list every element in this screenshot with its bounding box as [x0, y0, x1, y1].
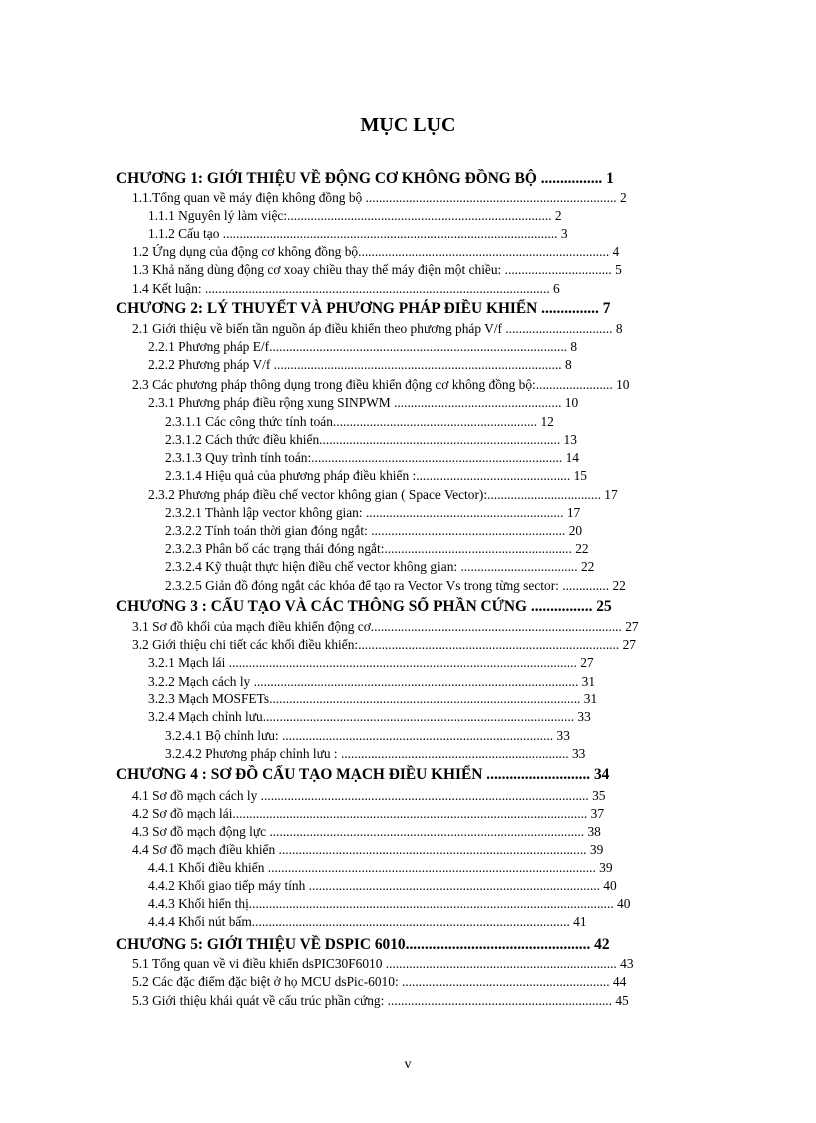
toc-entry: [132, 955, 738, 973]
toc-entry: [165, 577, 733, 595]
toc-entry-page: 40: [599, 878, 617, 893]
toc-entry: [132, 189, 738, 207]
toc-entry-page: 13: [560, 432, 577, 447]
toc-entry: [165, 504, 733, 522]
toc-entry-text: 2.2.2 Phương pháp V/f ......................................................................................: [148, 357, 562, 372]
toc-entry-page: 34: [590, 766, 610, 783]
toc-entry: [132, 243, 738, 261]
toc-entry-text: 2.3.1.3 Quy trình tính toán:...........................................................................: [165, 450, 563, 465]
toc-entry-page: 31: [578, 674, 596, 689]
toc-chapter-entry: [116, 935, 694, 955]
toc-entry-page: 8: [567, 339, 578, 354]
toc-entry-page: 1: [602, 170, 614, 187]
toc-entry-text: 1.4 Kết luận: .......................................................................................................: [132, 281, 550, 296]
toc-entry: [165, 745, 733, 763]
toc-entry-text: 2.3.2.5 Giản đồ đóng ngắt các khóa để tạo ra Vector Vs trong từng sector: ..............: [165, 578, 610, 593]
toc-entry-text: 4.4.2 Khối giao tiếp máy tính .......................................................................................: [148, 878, 600, 893]
toc-entry-page: 2: [551, 208, 562, 223]
toc-entry: [132, 787, 738, 805]
toc-entry-text: 4.4 Sơ đồ mạch điều khiển ............................................................................................: [132, 842, 587, 857]
toc-entry-text: 1.2 Ứng dụng của động cơ không đồng bộ...........................................................................: [132, 244, 610, 259]
toc-entry: [148, 394, 733, 412]
toc-entry-page: 35: [588, 788, 606, 803]
toc-entry-page: 33: [568, 746, 586, 761]
toc-entry-page: 10: [561, 395, 579, 410]
toc-entry-page: 44: [609, 974, 627, 989]
toc-entry-page: 45: [611, 993, 629, 1008]
toc-entry-text: 2.3.2.1 Thành lập vector không gian: ...........................................................: [165, 505, 564, 520]
toc-entry-page: 14: [562, 450, 579, 465]
toc-entry: [148, 895, 733, 913]
toc-entry-page: 5: [611, 262, 622, 277]
toc-entry-text: CHƯƠNG 5: GIỚI THIỆU VỀ DSPIC 6010................................................: [116, 936, 591, 953]
toc-entry: [132, 376, 738, 394]
toc-entry: [148, 207, 733, 225]
toc-entry-text: 1.1.1 Nguyên lý làm việc:...............................................................................: [148, 208, 552, 223]
toc-entry-text: 2.3.2.2 Tính toán thời gian đóng ngắt: ..........................................................: [165, 523, 566, 538]
toc-entry-page: 33: [574, 709, 591, 724]
toc-entry-text: 5.1 Tổng quan về vi điều khiển dsPIC30F6010 .....................................................................: [132, 956, 617, 971]
toc-entry-text: 3.1 Sơ đồ khối của mạch điều khiển động cơ...........................................................................: [132, 619, 622, 634]
toc-entry-text: 3.2.4.1 Bộ chỉnh lưu: .................................................................................: [165, 728, 554, 743]
toc-entry-page: 22: [577, 559, 595, 574]
toc-entry-text: 2.3.2 Phương pháp điều chế vector không gian ( Space Vector):..................................: [148, 487, 601, 502]
toc-entry-text: CHƯƠNG 1: GIỚI THIỆU VỀ ĐỘNG CƠ KHÔNG ĐỒNG BỘ ................: [116, 170, 603, 187]
toc-entry-page: 38: [584, 824, 601, 839]
toc-entry-page: 22: [571, 541, 589, 556]
toc-entry: [148, 654, 733, 672]
toc-entry: [148, 225, 733, 243]
toc-entry-page: 10: [612, 377, 630, 392]
toc-entry-text: 4.1 Sơ đồ mạch cách ly ..................................................................................................: [132, 788, 589, 803]
toc-entry: [165, 449, 733, 467]
toc-entry-text: 3.2.3 Mạch MOSFETs.............................................................................................: [148, 691, 581, 706]
toc-chapter-entry: [116, 597, 694, 617]
toc-entry-text: 4.4.4 Khối nút bấm...............................................................................................: [148, 914, 570, 929]
toc-chapter-entry: [116, 169, 694, 189]
toc-entry-text: CHƯƠNG 2: LÝ THUYẾT VÀ PHƯƠNG PHÁP ĐIỀU KHIỂN ...............: [116, 300, 599, 317]
toc-entry-text: 2.3.1.4 Hiệu quả của phương pháp điều khiển :..............................................: [165, 468, 571, 483]
toc-entry-page: 3: [557, 226, 568, 241]
toc-entry-page: 27: [576, 655, 594, 670]
toc-entry-page: 43: [616, 956, 634, 971]
toc-entry-page: 20: [565, 523, 583, 538]
page-number-footer: v: [404, 1057, 412, 1072]
toc-entry-page: 8: [612, 321, 623, 336]
toc-entry-text: 2.2.1 Phương pháp E/f.........................................................................................: [148, 339, 568, 354]
toc-entry-page: 25: [592, 598, 612, 615]
toc-entry: [132, 805, 738, 823]
toc-entry-page: 8: [561, 357, 572, 372]
toc-entry-page: 41: [569, 914, 587, 929]
toc-entry: [148, 486, 733, 504]
toc-entry: [165, 522, 733, 540]
toc-entry-page: 12: [537, 414, 554, 429]
toc-entry-page: 22: [609, 578, 626, 593]
toc-entry-page: 27: [621, 619, 639, 634]
toc-entry-text: 4.2 Sơ đồ mạch lái..........................................................................................................: [132, 806, 588, 821]
toc-entry: [132, 261, 738, 279]
toc-entry: [165, 558, 733, 576]
toc-entry-page: 15: [570, 468, 587, 483]
toc-entry-text: 5.3 Giới thiệu khái quát về cấu trúc phần cứng: ...................................................................: [132, 993, 612, 1008]
toc-entry-text: 4.4.1 Khối điều khiển ..................................................................................................: [148, 860, 596, 875]
toc-entry-page: 40: [613, 896, 631, 911]
toc-entry-page: 7: [598, 300, 611, 317]
toc-entry-text: CHƯƠNG 4 : SƠ ĐỒ CẤU TẠO MẠCH ĐIỀU KHIỂN ...........................: [116, 766, 591, 783]
toc-entry-text: 2.1 Giới thiệu về biến tần nguồn áp điều khiển theo phương pháp V/f ................................: [132, 321, 613, 336]
page-title: MỤC LỤC: [360, 114, 456, 136]
toc-entry: [148, 913, 733, 931]
toc-entry-page: 39: [586, 842, 604, 857]
toc-entry-page: 37: [587, 806, 605, 821]
toc-entry-text: 1.1.Tổng quan về máy điện không đồng bộ ...........................................................................: [132, 190, 617, 205]
toc-entry: [148, 338, 733, 356]
toc-entry-page: 42: [590, 936, 610, 953]
toc-entry: [148, 859, 733, 877]
toc-entry: [132, 823, 738, 841]
toc-entry-page: 17: [600, 487, 618, 502]
toc-entry-text: 2.3.1.1 Các công thức tính toán.............................................................: [165, 414, 538, 429]
toc-entry-text: CHƯƠNG 3 : CẤU TẠO VÀ CÁC THÔNG SỐ PHẦN CỨNG ................: [116, 598, 593, 615]
toc-entry: [132, 992, 738, 1010]
toc-entry-text: 1.1.2 Cấu tạo ....................................................................................................: [148, 226, 558, 241]
toc-chapter-entry: [116, 299, 694, 319]
toc-entry-text: 3.2.1 Mạch lái ........................................................................................................: [148, 655, 577, 670]
toc-entry: [165, 431, 733, 449]
toc-entry: [132, 280, 738, 298]
toc-entry-page: 4: [609, 244, 620, 259]
toc-entry-text: 2.3 Các phương pháp thông dụng trong điều khiển động cơ không đồng bộ:.......................: [132, 377, 613, 392]
toc-entry: [132, 320, 738, 338]
toc-entry-text: 2.3.1 Phương pháp điều rộng xung SINPWM ..................................................: [148, 395, 562, 410]
toc-entry-page: 33: [553, 728, 570, 743]
toc-entry-page: 27: [619, 637, 636, 652]
toc-entry: [148, 877, 733, 895]
toc-entry-page: 31: [580, 691, 598, 706]
toc-entry: [148, 673, 733, 691]
toc-entry-page: 6: [549, 281, 560, 296]
toc-entry-page: 39: [595, 860, 613, 875]
toc-entry-text: 2.3.2.4 Kỹ thuật thực hiện điều chế vector không gian: ...................................: [165, 559, 578, 574]
toc-entry-text: 4.3 Sơ đồ mạch động lực ..............................................................................................: [132, 824, 585, 839]
toc-entry: [148, 356, 733, 374]
toc-entry-text: 3.2.4 Mạch chỉnh lưu.............................................................................................: [148, 709, 575, 724]
toc-entry: [148, 690, 733, 708]
toc-entry-text: 3.2.4.2 Phương pháp chỉnh lưu : ....................................................................: [165, 746, 569, 761]
toc-entry: [132, 973, 738, 991]
toc-entry: [132, 841, 738, 859]
toc-entry-text: 3.2 Giới thiệu chi tiết các khối điều khiển:..............................................................................: [132, 637, 620, 652]
toc-entry: [165, 540, 733, 558]
toc-entry: [165, 413, 733, 431]
toc-entry: [132, 618, 738, 636]
toc-entry: [165, 467, 733, 485]
toc-entry: [148, 708, 733, 726]
toc-entry: [132, 636, 738, 654]
toc-entry-text: 5.2 Các đặc điểm đặc biệt ở họ MCU dsPic-6010: ..............................................................: [132, 974, 610, 989]
toc-entry-text: 3.2.2 Mạch cách ly .................................................................................................: [148, 674, 579, 689]
toc-entry-page: 2: [616, 190, 627, 205]
toc-entry-text: 2.3.2.3 Phân bố các trạng thái đóng ngắt:........................................................: [165, 541, 572, 556]
toc-entry: [165, 727, 733, 745]
toc-entry-page: 17: [563, 505, 581, 520]
toc-chapter-entry: [116, 765, 694, 785]
toc-entry-text: 2.3.1.2 Cách thức điều khiển........................................................................: [165, 432, 561, 447]
toc-entry-text: 1.3 Khả năng dùng động cơ xoay chiều thay thế máy điện một chiều: ................................: [132, 262, 612, 277]
toc-entry-text: 4.4.3 Khối hiển thị.............................................................................................................: [148, 896, 614, 911]
